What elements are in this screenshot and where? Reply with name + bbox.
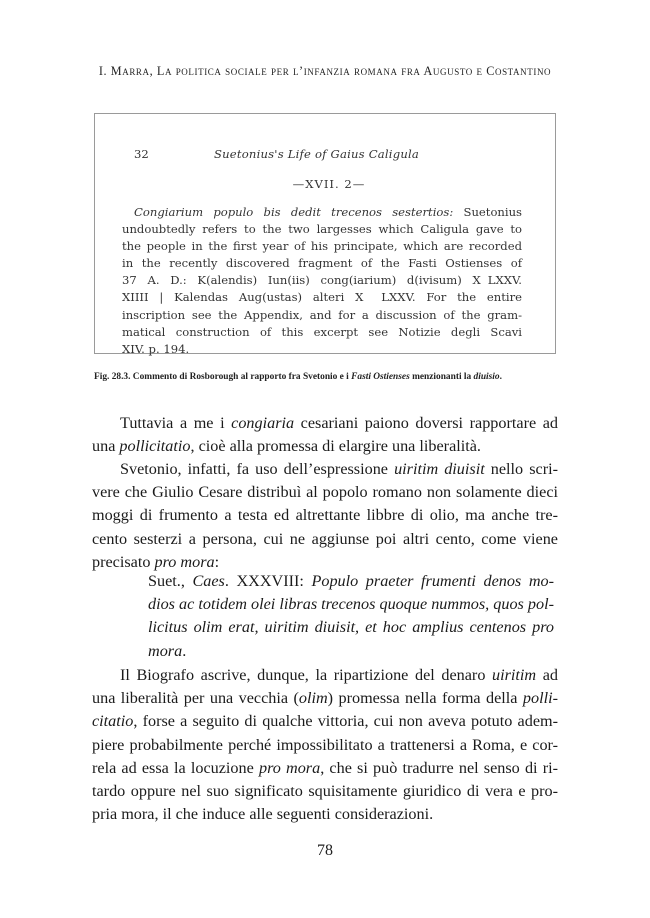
block-quote-line: [148, 570, 554, 593]
block-quote: [148, 570, 554, 663]
figure-commentary-line: [122, 238, 522, 255]
text-run: piere probabilmente perché impossibilitato a trattenersi a Roma, e cor-: [92, 735, 558, 754]
italic-text: mora: [148, 641, 183, 660]
text-run: .: [182, 641, 187, 660]
italic-text: Caes: [192, 572, 225, 590]
text-run: ) promessa nella forma della: [327, 689, 523, 708]
caption-italic-diuisio: diuisio: [473, 372, 500, 382]
text-run: Tuttavia a me i: [120, 414, 232, 432]
paragraph-2-line: [92, 528, 558, 551]
figure-commentary-line: [122, 255, 522, 272]
figure-caption: [94, 372, 564, 382]
italic-text: uiritim diuisit: [394, 460, 485, 478]
text-run: moggi di frumento a testa ed altrettante libbre di olio, ma anche tre-: [92, 506, 558, 525]
figure-commentary-line: [122, 324, 522, 341]
figure-commentary-line: [122, 204, 522, 221]
figure-content: [122, 146, 522, 358]
text-run: Svetonio, infatti, fa uso dell’espressione: [120, 460, 395, 478]
text-run: precisato: [92, 552, 155, 571]
figure-commentary-line: [122, 289, 522, 306]
text-run: cento sesterzi a persona, cui ne aggiunse poi altri cento, come viene: [92, 529, 558, 548]
text-run: nello scri-: [484, 460, 558, 478]
figure-book-title: Suetonius's Life of Gaius Caligula: [214, 147, 420, 161]
caption-suffix: .: [499, 372, 502, 382]
italic-text: licitus olim erat, uiritim diuisit, et hoc amplius centenos pro: [148, 618, 554, 637]
figure-commentary-line: [122, 307, 522, 324]
italic-text: pro mora: [154, 552, 215, 571]
italic-text: congiaria: [231, 414, 295, 432]
italic-text: dios ac totidem olei libras trecenos quoque nummos, quos pol-: [148, 595, 554, 614]
paragraph-2: [92, 458, 558, 574]
text-run: vere che Giulio Cesare distribuì al popolo romano non solamente dieci: [92, 483, 558, 502]
text-run: XIIII | Kalendas Aug(ustas) alteri Ⅹ LXXV. For the entire: [122, 290, 522, 305]
text-run: una liberalità per una vecchia (: [92, 689, 299, 708]
italic-text: citatio: [92, 712, 134, 731]
text-run: undoubtedly refers to the two largesses which Caligula gave to: [122, 222, 522, 237]
text-run: matical construction of this excerpt see Notizie degli Scavi: [122, 324, 522, 339]
text-run: 37 A. D.: K(alendis) Iun(iis) cong(iarium) d(ivisum) ⅩLXXV.: [122, 273, 522, 288]
text-run: . XXXVIII:: [224, 572, 312, 590]
paragraph-2-line: [92, 504, 558, 527]
block-quote-line: [148, 616, 554, 639]
paragraph-1: [92, 412, 558, 458]
figure-scan: [94, 113, 556, 354]
caption-italic-fasti: Fasti Ostienses: [351, 372, 410, 382]
text-run: , cioè alla promessa di elargire una liberalità.: [190, 437, 481, 456]
paragraph-3-line: [92, 687, 558, 710]
paragraph-3-line: [92, 757, 558, 780]
italic-text: uiritim: [492, 666, 537, 684]
block-quote-line: [148, 640, 554, 663]
figure-commentary-line: [122, 272, 522, 289]
text-run: the people in the first year of his principate, which are recorded: [122, 239, 522, 254]
caption-middle: menzionanti la: [409, 372, 474, 382]
text-run: :: [214, 552, 220, 571]
figure-header: [122, 146, 522, 163]
paragraph-3-line: [92, 664, 558, 687]
text-run: , che si può tradurre nel senso di ri-: [320, 758, 558, 777]
paragraph-3-line: [92, 780, 558, 803]
figure-commentary: [122, 204, 522, 358]
paragraph-2-line: [92, 458, 558, 481]
running-head: I. Marra, La politica sociale per l’infanzia romana fra Augusto e Costantino: [98, 64, 552, 78]
text-run: una: [92, 437, 120, 456]
italic-text: Populo praeter frumenti denos mo-: [311, 572, 554, 590]
figure-commentary-line: [122, 341, 522, 358]
italic-text: olim: [298, 689, 328, 708]
text-run: XIV. p. 194.: [122, 341, 190, 356]
paragraph-2-line: [92, 481, 558, 504]
italic-text: polli-: [522, 689, 558, 708]
text-run: inscription see the Appendix, and for a discussion of the gram-: [122, 307, 522, 322]
paragraph-1-line: [92, 412, 558, 435]
paragraph-3-line: [92, 710, 558, 733]
paragraph-3-line: [92, 734, 558, 757]
page-number: 78: [317, 842, 333, 859]
text-run: tardo oppure nel suo significato squisitamente giuridico di vera e pro-: [92, 782, 558, 801]
text-run: Suet.,: [148, 572, 193, 590]
figure-page-number: 32: [134, 147, 149, 161]
figure-commentary-line: [122, 221, 522, 238]
text-run: rela ad essa la locuzione: [92, 758, 259, 777]
block-quote-line: [148, 593, 554, 616]
text-run: Suetonius: [453, 205, 523, 219]
italic-text: Congiarium populo bis dedit trecenos sestertios:: [134, 205, 454, 219]
text-run: cesariani paiono doversi rapportare ad: [294, 414, 558, 432]
italic-text: pollicitatio: [119, 437, 191, 456]
text-run: , forse a seguito di qualche vittoria, cui non aveva potuto adem-: [133, 712, 558, 731]
text-run: ad: [536, 666, 559, 684]
paragraph-1-line: [92, 435, 558, 458]
paragraph-3-line: [92, 803, 558, 826]
figure-section-heading: —XVII. 2—: [292, 177, 366, 191]
paragraph-3: [92, 664, 558, 826]
caption-prefix: Fig. 28.3. Commento di Rosborough al rapporto fra Svetonio e i: [94, 372, 352, 382]
text-run: in the recently discovered fragment of the Fasti Ostienses of: [122, 256, 522, 271]
text-run: Il Biografo ascrive, dunque, la ripartizione del denaro: [120, 666, 493, 684]
text-run: pria mora, il che induce alle seguenti considerazioni.: [92, 805, 434, 824]
italic-text: pro mora: [258, 758, 321, 777]
